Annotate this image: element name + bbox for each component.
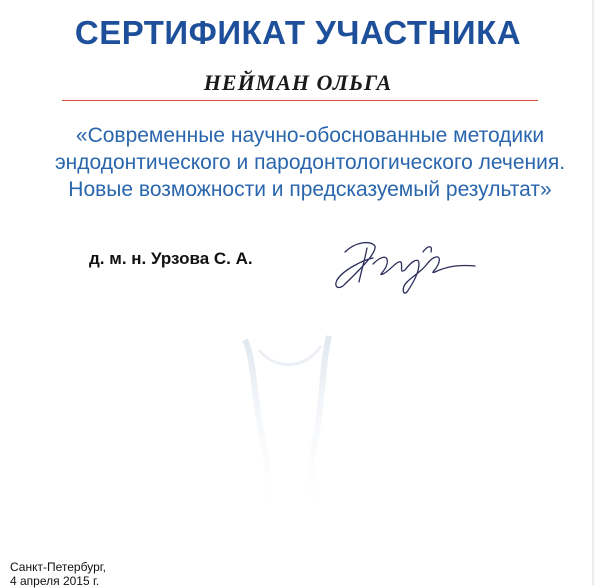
signature-icon bbox=[315, 234, 485, 296]
city-label: Санкт-Петербург, bbox=[10, 560, 106, 574]
lecturer-name: д. м. н. Урзова С. А. bbox=[89, 249, 253, 268]
date-label: 4 апреля 2015 г. bbox=[10, 574, 100, 588]
participant-name: НЕЙМАН ОЛЬГА bbox=[203, 70, 393, 95]
certificate-title: СЕРТИФИКАТ УЧАСТНИКА bbox=[74, 14, 522, 51]
name-underline bbox=[62, 100, 538, 101]
course-title-line: «Современные научно-обоснованные методики bbox=[75, 124, 545, 147]
course-title bbox=[30, 122, 590, 203]
tooth-watermark-icon bbox=[225, 330, 355, 530]
city-and-date bbox=[10, 560, 106, 588]
course-title-line: эндодонтического и пародонтологического лечения. bbox=[54, 151, 566, 174]
course-title-line: Новые возможности и предсказуемый результат» bbox=[68, 178, 552, 201]
